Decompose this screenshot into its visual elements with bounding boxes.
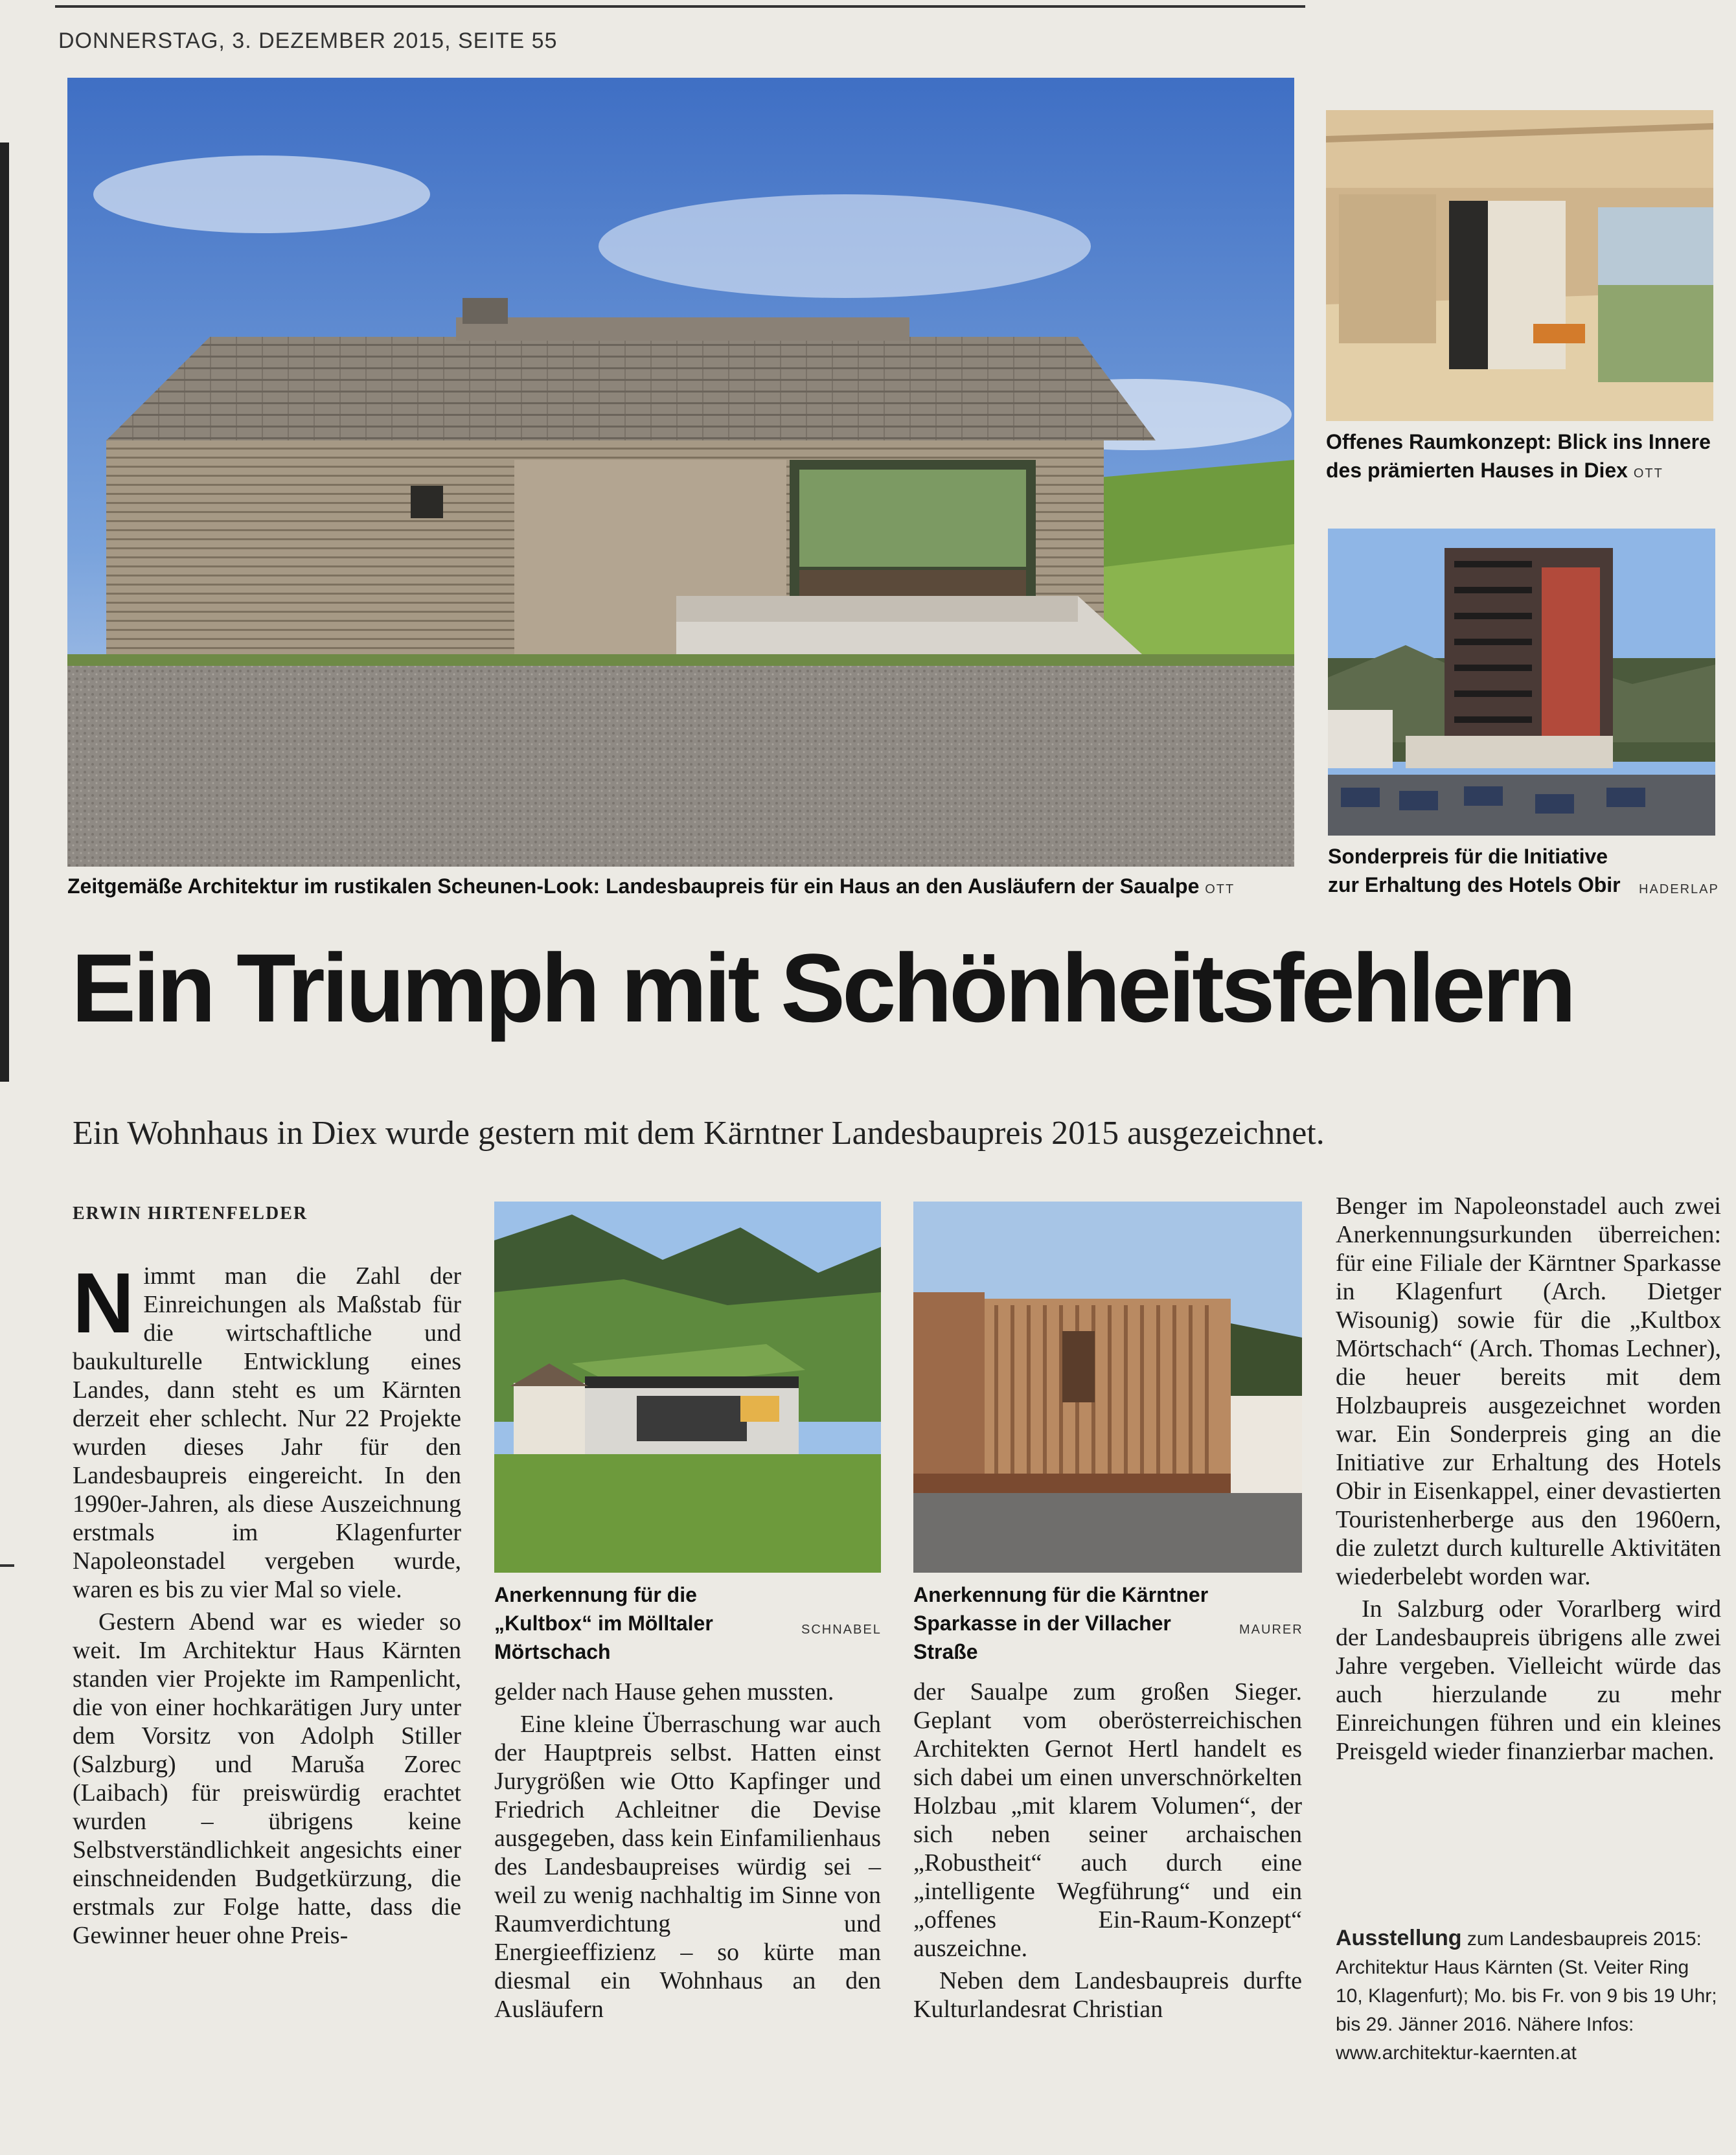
exhibition-label: Ausstellung: [1336, 1926, 1462, 1950]
interior-photo-credit: OTT: [1633, 466, 1663, 481]
sparkasse-photo-credit: MAURER: [1239, 1623, 1303, 1637]
sparkasse-photo: [913, 1202, 1302, 1573]
col3-paragraph-2: Neben dem Landesbaupreis durfte Kulturlandesrat Christian: [913, 1967, 1302, 2023]
article-column-4: [1336, 1192, 1721, 1766]
kultbox-photo-credit: SCHNABEL: [801, 1623, 882, 1637]
top-rule: [55, 5, 1305, 8]
col3-paragraph-1: der Saualpe zum großen Sieger. Geplant vom oberösterreichischen Architekten Gernot Hertl handelt es sich dabei um einen unverschnörkelten Holzbau „mit klarem Volumen“, der sich neben seiner archaischen „Robustheit“ auch durch eine „intelligente Wegführung“ und ein „offenes Ein-Raum-Konzept“ auszeichne.: [913, 1678, 1302, 1962]
col4-paragraph-1: Benger im Napoleonstadel auch zwei Anerkennungsurkunden überreichen: für eine Filiale der Kärntner Sparkasse in Klagenfurt (Arch. Dietger Wisounig) sowie für die „Kultbox Mörtschach“ (Arch. Thomas Lechner), die heuer bereits mit dem Holzbaupreis ausgezeichnet worden war. Ein Sonderpreis ging an die Initiative zur Erhaltung des Hotels Obir in Eisenkappel, einer devastierten Touristenherberge aus den 1960ern, die zuletzt durch kulturelle Aktivitäten wiederbelebt worden war.: [1336, 1192, 1721, 1590]
main-photo-barn-house: [67, 78, 1294, 867]
hotel-photo-caption: Sonderpreis für die Initiative zur Erhaltung des Hotels Obir: [1328, 845, 1621, 896]
article-column-3: [913, 1678, 1302, 2024]
hotel-photo-credit: HADERLAP: [1639, 882, 1719, 896]
exhibition-text: zum Landesbaupreis 2015: Architektur Haus Kärnten (St. Veiter Ring 10, Klagenfurt); Mo. bis Fr. von 9 bis 19 Uhr; bis 29. Jänner 2016. Nähere Infos: www.architektur-kaernten.at: [1336, 1928, 1717, 2064]
col1-paragraph-1: immt man die Zahl der Einreichungen als Maßstab für die wirtschaftliche und baukulturelle Entwicklung eines Landes, dann steht es um Kärnten derzeit eher schlecht. Nur 22 Projekte wurden dieses Jahr für den Landesbaupreis eingereicht. In den 1990er-Jahren, als diese Auszeichnung erstmals im Klagenfurter Napoleonstadel vergeben wurde, waren es bis zu vier Mal so viele.: [73, 1262, 461, 1603]
interior-photo-caption: Offenes Raumkonzept: Blick ins Innere des prämierten Hauses in Diex OTT: [1326, 430, 1711, 482]
main-photo-caption: Zeitgemäße Architektur im rustikalen Scheunen-Look: Landesbaupreis für ein Haus an den Ausläufern der Saualpe OTT: [67, 874, 1235, 898]
dateline: DONNERSTAG, 3. DEZEMBER 2015, SEITE 55: [58, 29, 558, 53]
kultbox-photo-caption: Anerkennung für die „Kultbox“ im Mölltaler Mörtschach: [494, 1583, 713, 1663]
article-column-1: [73, 1255, 461, 1950]
hotel-obir-photo: [1328, 529, 1715, 836]
article-column-2: [494, 1678, 881, 2024]
main-photo-credit: OTT: [1205, 882, 1235, 896]
headline: Ein Triumph mit Schönheitsfehlern: [71, 933, 1573, 1042]
col2-paragraph-1: gelder nach Hause gehen mussten.: [494, 1678, 834, 1705]
dropcap: N: [73, 1255, 135, 1351]
exhibition-info: [1336, 1924, 1721, 2068]
col2-paragraph-2: Eine kleine Überraschung war auch der Hauptpreis selbst. Hatten einst Jurygrößen wie Otto Kapfinger und Friedrich Achleitner die Devise ausgegeben, dass kein Einfamilienhaus des Landesbaupreises würdig sei – weil zu wenig nachhaltig im Sinne von Raumverdichtung und Energieeffizienz – so kürte man diesmal ein Wohnhaus an den Ausläufern: [494, 1711, 881, 2023]
byline: ERWIN HIRTENFELDER: [73, 1203, 308, 1224]
col1-paragraph-2: Gestern Abend war es wieder so weit. Im Architektur Haus Kärnten standen vier Projekte im Rampenlicht, die von einer hochkarätigen Jury unter dem Vorsitz von Adolph Stiller (Salzburg) und Maruša Zorec (Laibach) für preiswürdig erachtet wurden – übrigens keine Selbstverständlichkeit angesichts einer einschneidenden Budgetkürzung, die erstmals zur Folge hatte, dass die Gewinner heuer ohne Preis-: [73, 1608, 461, 1949]
subhead: Ein Wohnhaus in Diex wurde gestern mit dem Kärntner Landesbaupreis 2015 ausgezeichnet.: [73, 1115, 1325, 1152]
kultbox-photo: [494, 1202, 881, 1573]
interior-photo: [1326, 110, 1713, 421]
col4-paragraph-2: In Salzburg oder Vorarlberg wird der Landesbaupreis übrigens alle zwei Jahre vergeben. Vielleicht würde das auch hierzulande zu mehr Einreichungen führen und ein kleines Preisgeld wieder finanzierbar machen.: [1336, 1595, 1721, 1765]
page-edge-tick: [0, 1564, 14, 1567]
sparkasse-photo-caption: Anerkennung für die Kärntner Sparkasse in der Villacher Straße: [913, 1583, 1209, 1663]
page-edge-mark: [0, 143, 9, 1082]
